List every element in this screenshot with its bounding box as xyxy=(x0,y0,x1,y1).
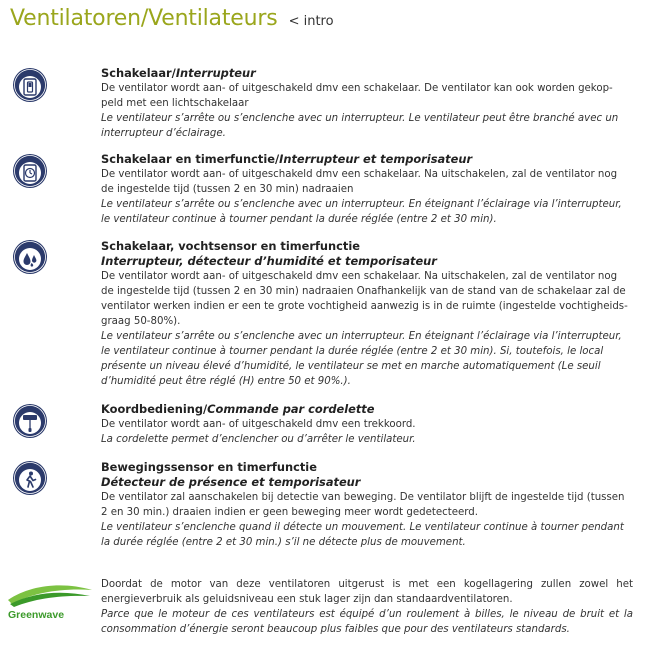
greenwave-text-nl: Doordat de motor van deze ventilatoren uitgerust is met een kogellagering zullen zowel het energieverbruik als geluidsniveau een stuk lager zijn dan standaardventilatoren. xyxy=(101,579,633,605)
section-pull-cord xyxy=(101,402,633,447)
humidity-sensor-icon xyxy=(12,239,48,275)
page-title: Ventilatoren/Ventilateurs xyxy=(10,6,278,31)
section-text-fr: Le ventilateur s’arrête ou s’enclenche avec un interrupteur. En éteignant l’éclairage via l’interrupteur, le ventilateur continue à tourner pendant la durée réglée (entre 2 et 30 min). xyxy=(101,199,622,225)
section-text-nl: De ventilator zal aanschakelen bij detectie van beweging. De ventilator blijft de ingestelde tijd (tussen 2 en 30 min.) draaien indien er geen beweging meer wordt gedetecteerd. xyxy=(101,492,625,518)
section-text-nl: De ventilator wordt aan- of uitgeschakeld dmv een schakelaar. Na uitschakelen, zal de ventilator nog de ingestelde tijd (tussen 2 en 30 min) nadraaien Onafhankelijk van de stand van de schakelaar zal de ventilator werken indien er een te grote vochtigheid aanwezig is in de ruimte (ingestelde vochtigheids-graag 50-80%). xyxy=(101,271,628,327)
section-text-nl: De ventilator wordt aan- of uitgeschakeld dmv een schakelaar. Na uitschakelen, zal de ventilator nog de ingestelde tijd (tussen 2 en 30 min) nadraaien xyxy=(101,169,618,195)
pull-cord-switch-icon xyxy=(12,403,48,439)
timer-icon xyxy=(12,153,48,189)
intro-link[interactable]: < intro xyxy=(288,14,334,29)
section-greenwave xyxy=(101,577,633,637)
section-timer xyxy=(101,152,633,227)
greenwave-text-fr: Parce que le moteur de ces ventilateurs est équipé d’un roulement à billes, le niveau de bruit et la consommation d’énergie seront beaucoup plus faibles que pour des ventilateurs standards. xyxy=(101,609,633,635)
section-heading: Schakelaar en timerfunctie/Interrupteur et temporisateur xyxy=(101,152,473,166)
section-heading: Schakelaar/Interrupteur xyxy=(101,66,256,80)
greenwave-logo-text: Greenwave xyxy=(8,609,65,621)
switch-icon xyxy=(12,67,48,103)
section-humidity xyxy=(101,239,633,389)
section-text-nl: De ventilator wordt aan- of uitgeschakeld dmv een trekkoord. xyxy=(101,419,416,430)
section-motion xyxy=(101,460,633,550)
section-text-fr: Le ventilateur s’arrête ou s’enclenche avec un interrupteur. Le ventilateur peut être branché avec un interrupteur d’éclairage. xyxy=(101,113,619,139)
section-heading-fr: Interrupteur, détecteur d’humidité et temporisateur xyxy=(101,254,437,268)
section-heading-fr: Détecteur de présence et temporisateur xyxy=(101,475,361,489)
section-heading-nl: Schakelaar, vochtsensor en timerfunctie xyxy=(101,239,360,253)
section-text-nl: De ventilator wordt aan- of uitgeschakeld dmv een schakelaar. De ventilator kan ook worden gekop-peld met een lichtschakelaar xyxy=(101,83,613,109)
section-heading: Koordbediening/Commande par cordelette xyxy=(101,402,375,416)
section-text-fr: La cordelette permet d’enclencher ou d’arrêter le ventilateur. xyxy=(101,434,416,445)
motion-sensor-icon xyxy=(12,460,48,496)
page-header xyxy=(10,6,334,31)
section-text-fr: Le ventilateur s’enclenche quand il détecte un mouvement. Le ventilateur continue à tourner pendant la durée réglée (entre 2 et 30 min.) s’il ne détecte plus de mouvement. xyxy=(101,522,624,548)
section-heading-nl: Bewegingssensor en timerfunctie xyxy=(101,460,317,474)
section-switch xyxy=(101,66,633,141)
section-text-fr: Le ventilateur s’arrête ou s’enclenche avec un interrupteur. En éteignant l’éclairage via l’interrupteur, le ventilateur continue à tourner pendant la durée réglée (entre 2 et 30 min). Si, toutefois, le local présente un niveau élevé d’humidité, le ventilateur se met en marche automatiquement (Le seuil d’humidité peut être réglé (H) entre 50 et 90%.). xyxy=(101,331,622,387)
greenwave-logo xyxy=(2,578,96,622)
